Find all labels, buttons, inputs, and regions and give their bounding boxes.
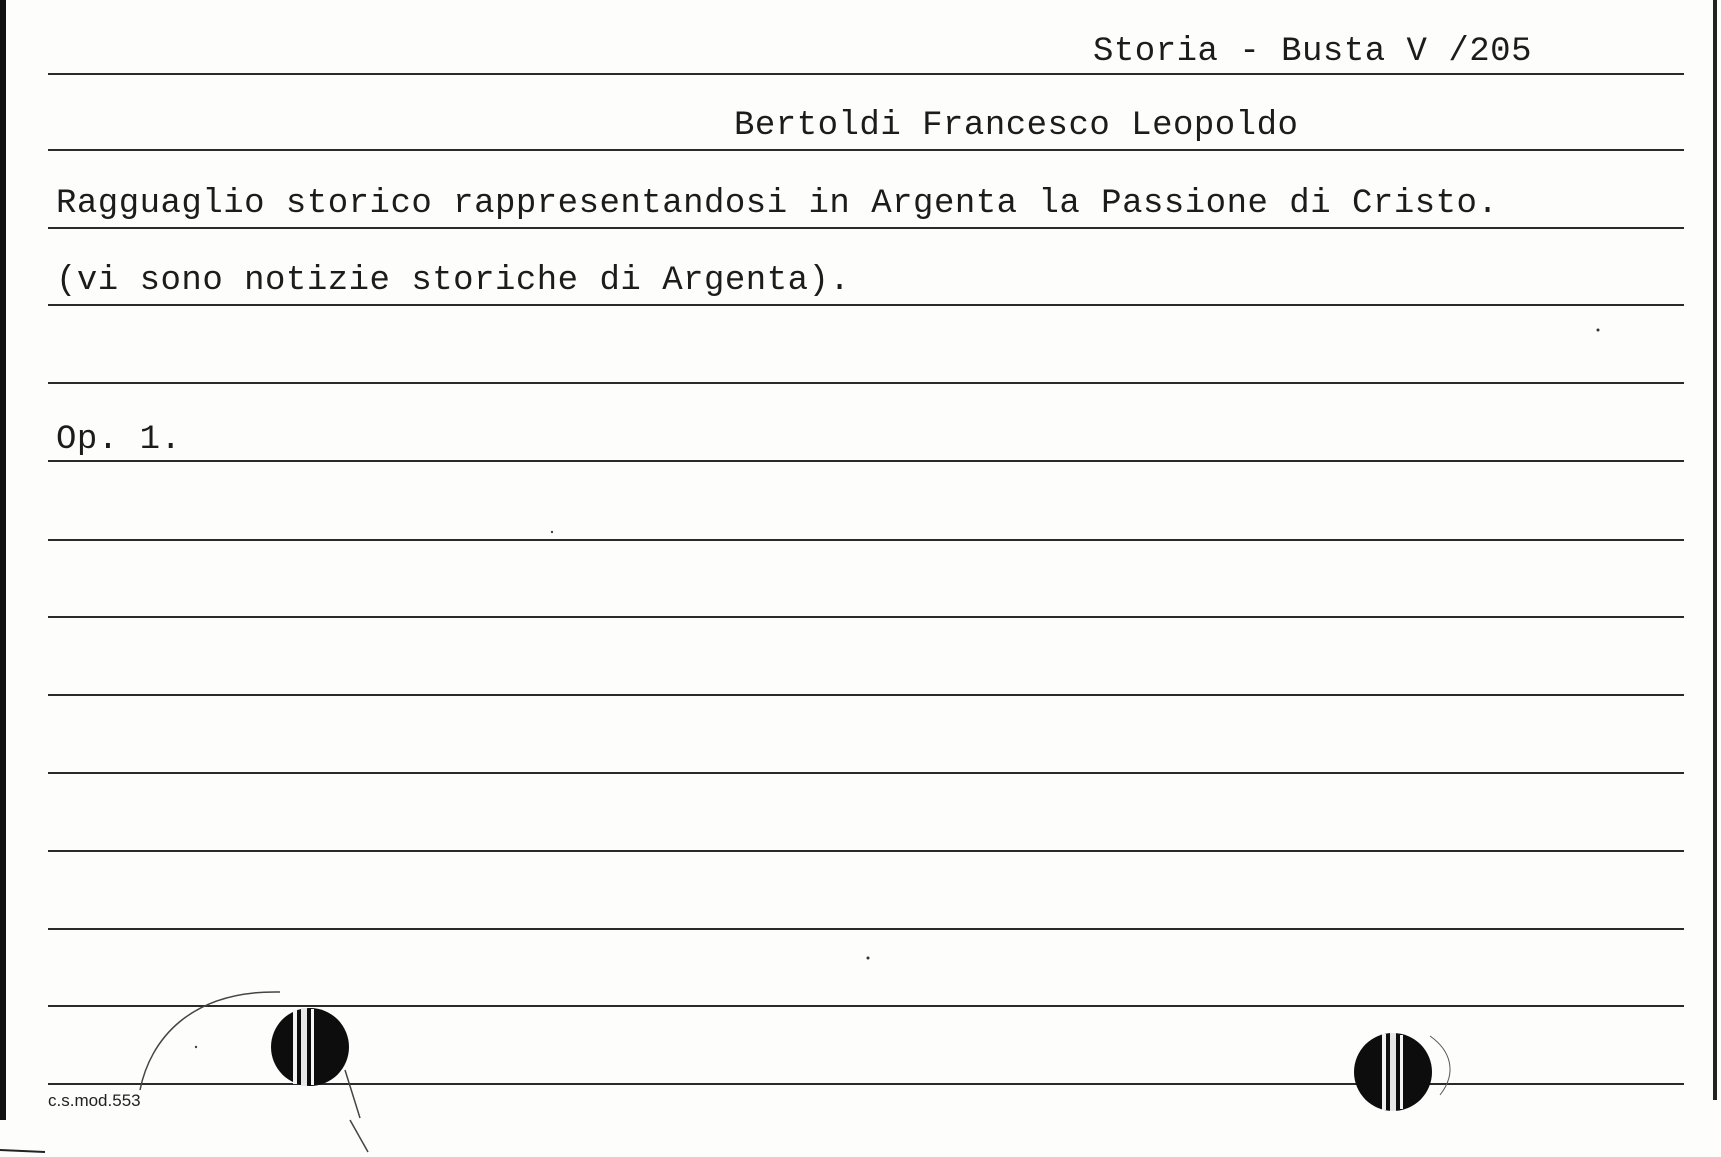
card-left-edge: [0, 0, 6, 1120]
punch-hole-right: [1352, 1031, 1434, 1113]
card-right-edge: [1713, 0, 1717, 1100]
ruled-line: [48, 928, 1684, 930]
ruled-line: [48, 460, 1684, 462]
ruled-line: [48, 850, 1684, 852]
ruled-line: [48, 227, 1684, 229]
ruled-line: [48, 694, 1684, 696]
ruled-line: [48, 616, 1684, 618]
collection-reference: Storia - Busta V /205: [1093, 33, 1532, 71]
ruled-line: [48, 539, 1684, 541]
content-note: (vi sono notizie storiche di Argenta).: [56, 262, 851, 300]
ruled-line: [48, 73, 1684, 75]
form-code: c.s.mod.553: [48, 1091, 141, 1110]
ruled-line: [48, 772, 1684, 774]
opus-number: Op. 1.: [56, 421, 182, 459]
ruled-line: [48, 149, 1684, 151]
punch-hole-left: [269, 1006, 351, 1088]
author-name: Bertoldi Francesco Leopoldo: [734, 107, 1299, 145]
work-title: Ragguaglio storico rappresentandosi in Argenta la Passione di Cristo.: [56, 185, 1499, 223]
ruled-line: [48, 304, 1684, 306]
ruled-line: [48, 382, 1684, 384]
